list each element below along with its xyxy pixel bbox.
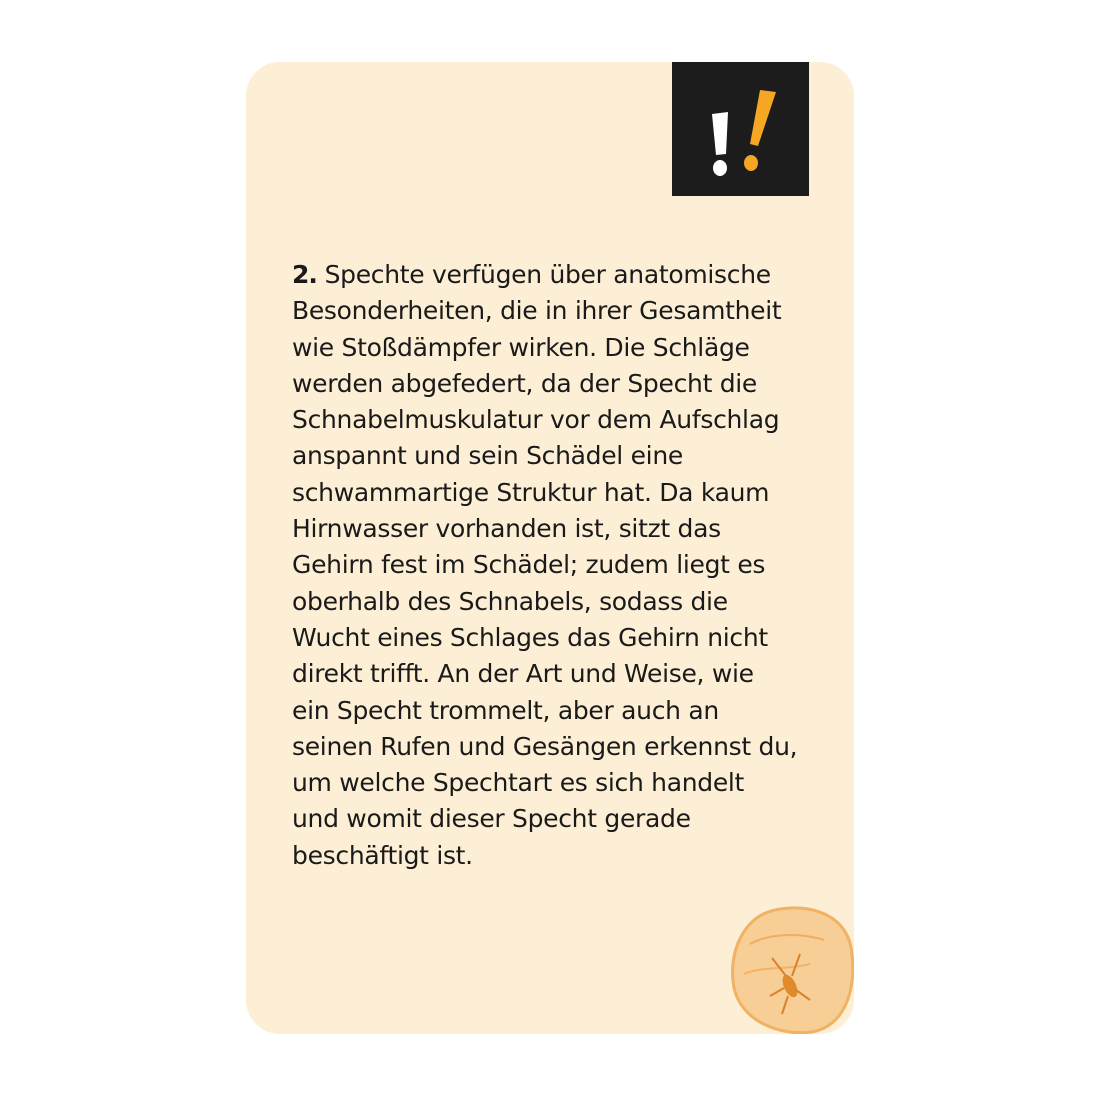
- exclamation-marks-icon: [672, 62, 809, 196]
- text-line: schwammartige Struktur hat. Da kaum: [292, 477, 770, 507]
- text-line: Besonderheiten, die in ihrer Gesamtheit: [292, 296, 782, 326]
- text-line: anspannt und sein Schädel eine: [292, 441, 683, 471]
- text-line: um welche Spechtart es sich handelt: [292, 768, 745, 798]
- text-line: Hirnwasser vorhanden ist, sitzt das: [292, 514, 721, 544]
- text-line: ein Specht trommelt, aber auch an: [292, 695, 719, 725]
- amber-stamp: [728, 904, 854, 1034]
- amber-insect-icon: [728, 904, 854, 1034]
- item-number: 2.: [292, 260, 317, 289]
- text-line: seinen Rufen und Gesängen erkennst du,: [292, 731, 798, 761]
- fact-text: [292, 257, 832, 874]
- text-line: werden abgefedert, da der Specht die: [292, 368, 758, 398]
- text-line: und womit dieser Specht gerade: [292, 804, 691, 834]
- text-line: Gehirn fest im Schädel; zudem liegt es: [292, 550, 766, 580]
- text-line: Schnabelmuskulatur vor dem Aufschlag: [292, 405, 780, 435]
- text-line: Wucht eines Schlages das Gehirn nicht: [292, 622, 768, 652]
- text-line: direkt trifft. An der Art und Weise, wie: [292, 659, 754, 689]
- text-line: wie Stoßdämpfer wirken. Die Schläge: [292, 332, 750, 362]
- text-line: oberhalb des Schnabels, sodass die: [292, 586, 728, 616]
- text-line: 2. Spechte verfügen über anatomische: [292, 260, 771, 289]
- exclamation-badge: [672, 62, 809, 196]
- text-line: beschäftigt ist.: [292, 840, 473, 870]
